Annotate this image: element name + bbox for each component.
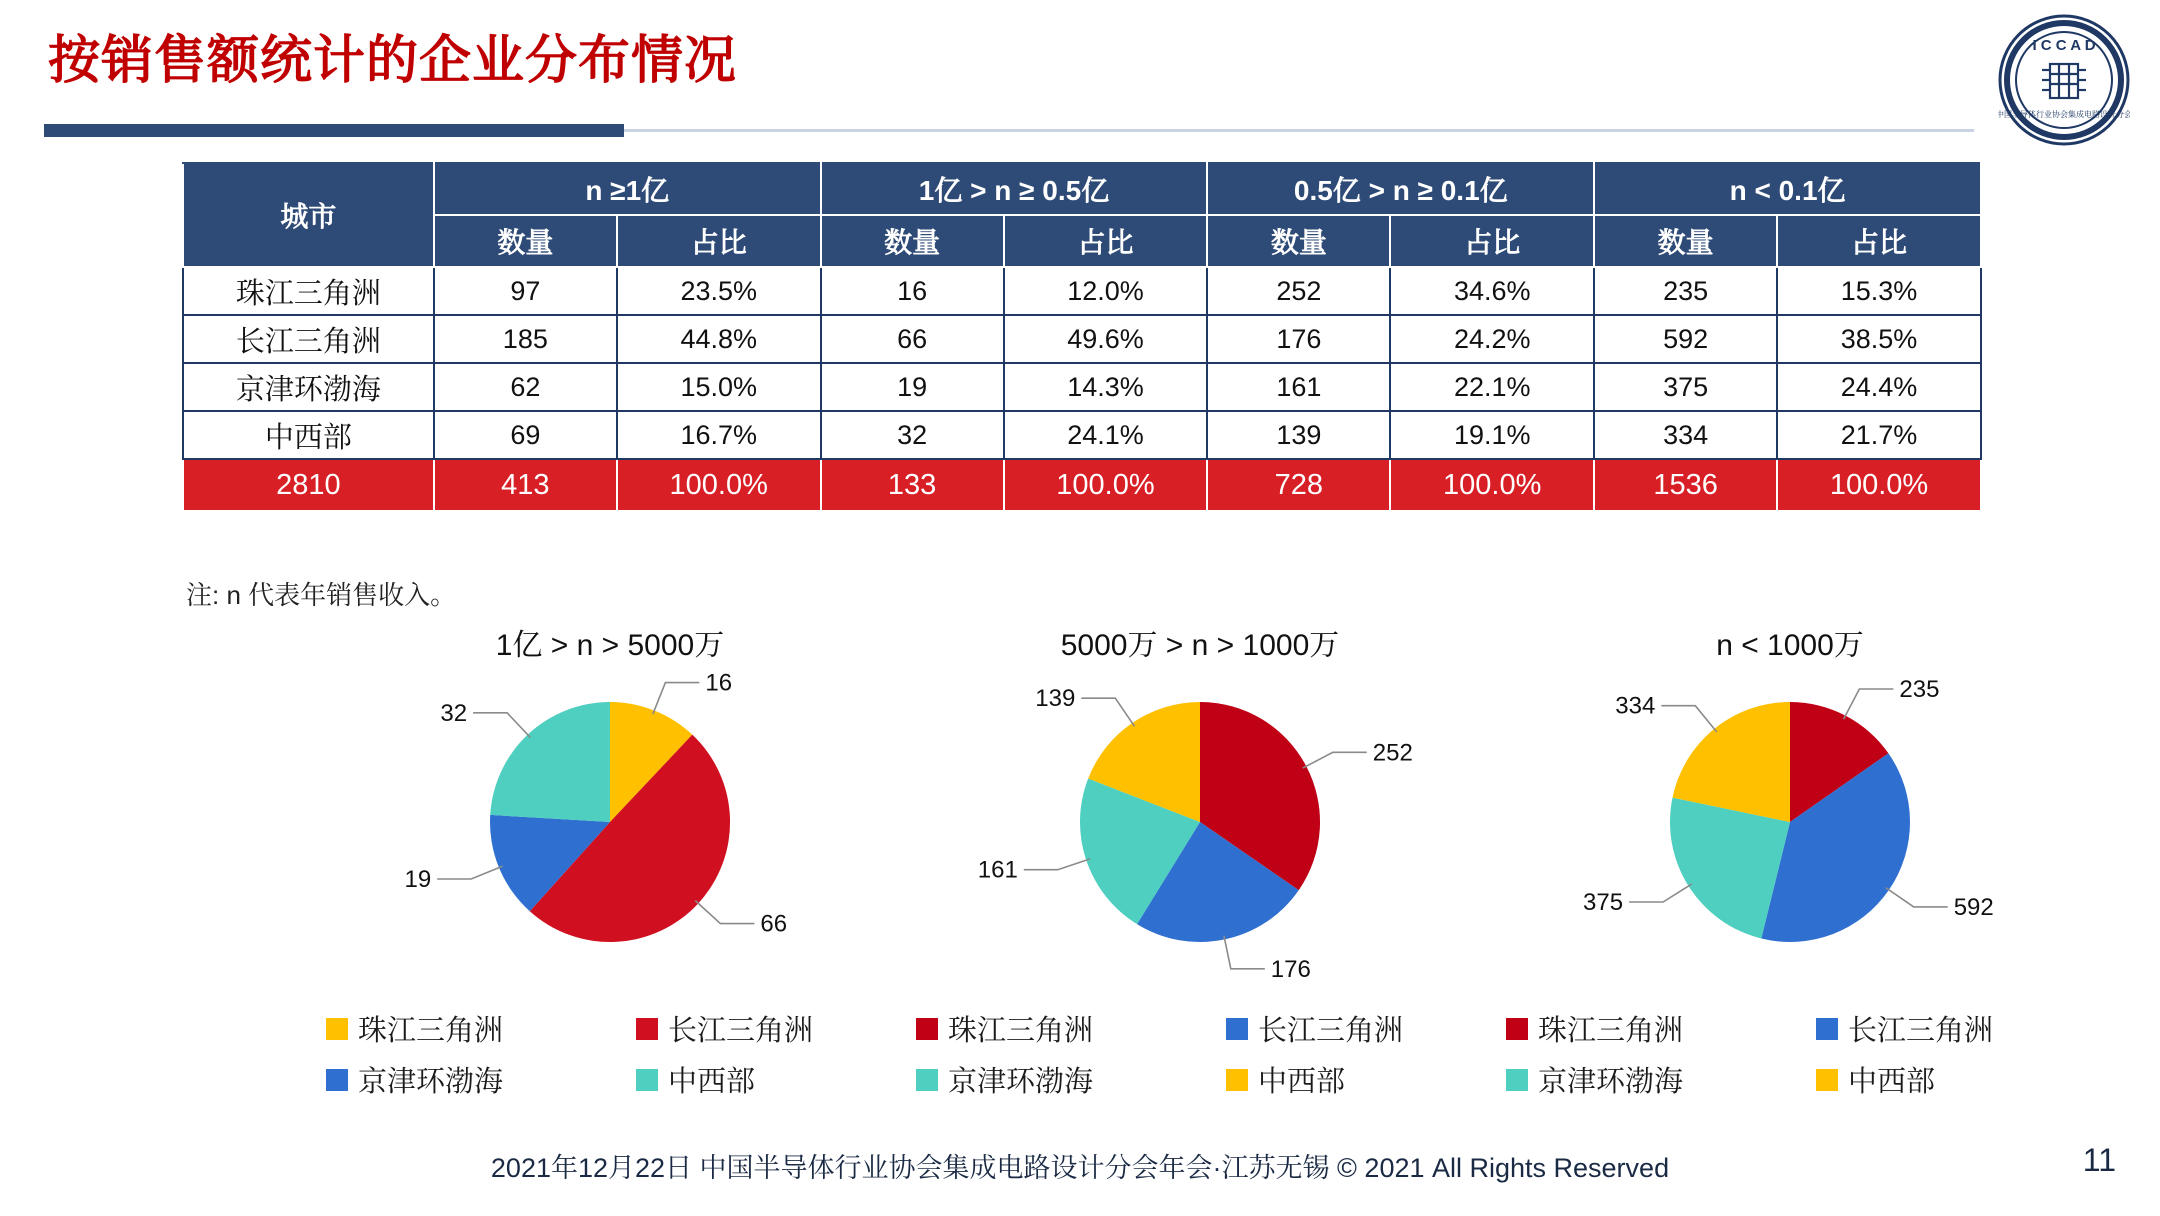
legend-item xyxy=(890,1059,1200,1100)
table-subheader-2-count: 数量 xyxy=(1207,215,1390,267)
legend-item xyxy=(1480,1059,1790,1100)
pie-chart-legend-1 xyxy=(890,1008,1510,1100)
legend-item xyxy=(1790,1059,2100,1100)
pie-leader-line xyxy=(1303,752,1367,768)
legend-label: 中西部 xyxy=(668,1066,756,1098)
pie-chart-title-0: 1亿 > n > 5000万 xyxy=(495,629,725,662)
pie-slice xyxy=(490,702,610,822)
legend-label: 珠江三角洲 xyxy=(358,1015,504,1047)
pie-chart-canvas-2 xyxy=(1480,664,2100,994)
legend-label: 长江三角洲 xyxy=(1848,1015,1994,1047)
table-total-value: 728 xyxy=(1207,459,1390,511)
table-cell-value: 185 xyxy=(434,315,617,363)
pie-slice-label: 161 xyxy=(977,856,1018,884)
pie-leader-line xyxy=(1224,936,1265,969)
pie-leader-line xyxy=(1024,859,1090,870)
pie-chart-legend-0 xyxy=(300,1008,920,1100)
pie-slice-label: 176 xyxy=(1270,955,1311,983)
table-cell-value: 15.3% xyxy=(1777,267,1981,315)
pie-svg xyxy=(890,664,1510,994)
table-cell-city: 中西部 xyxy=(183,411,434,459)
legend-swatch-icon xyxy=(1816,1069,1838,1091)
legend-swatch-icon xyxy=(1226,1018,1248,1040)
table-cell-city: 长江三角洲 xyxy=(183,315,434,363)
pie-slice-label: 592 xyxy=(1953,893,1994,921)
legend-swatch-icon xyxy=(1816,1018,1838,1040)
table-cell-value: 22.1% xyxy=(1390,363,1594,411)
table-subheader-1-share: 占比 xyxy=(1004,215,1208,267)
table-cell-value: 44.8% xyxy=(617,315,821,363)
table-cell-value: 24.4% xyxy=(1777,363,1981,411)
legend-item xyxy=(1200,1008,1510,1049)
table-cell-value: 21.7% xyxy=(1777,411,1981,459)
legend-label: 京津环渤海 xyxy=(358,1066,504,1098)
table-cell-value: 16.7% xyxy=(617,411,821,459)
table-group-header-2: 0.5亿 > n ≥ 0.1亿 xyxy=(1207,163,1594,215)
table-cell-value: 23.5% xyxy=(617,267,821,315)
pie-chart-title-2: n < 1000万 xyxy=(1716,629,1864,662)
table-subheader-2-share: 占比 xyxy=(1390,215,1594,267)
table-cell-value: 592 xyxy=(1594,315,1777,363)
pie-slice-label: 19 xyxy=(404,866,432,893)
table-cell-value: 19 xyxy=(821,363,1004,411)
table-total-value: 100.0% xyxy=(1777,459,1981,511)
distribution-table xyxy=(182,162,1982,512)
table-row xyxy=(183,411,1981,459)
page-number: 11 xyxy=(2082,1142,2116,1178)
svg-text:I C C A D: I C C A D xyxy=(2032,37,2096,54)
iccad-seal-logo-icon xyxy=(1998,14,2130,146)
svg-text:中国半导体行业协会集成电路设计分会: 中国半导体行业协会集成电路设计分会 xyxy=(1998,110,2130,119)
table-cell-value: 375 xyxy=(1594,363,1777,411)
pie-slice-label: 32 xyxy=(440,699,468,727)
table-header-city: 城市 xyxy=(183,163,434,267)
table-cell-value: 252 xyxy=(1207,267,1390,315)
pie-chart-title-1: 5000万 > n > 1000万 xyxy=(1060,629,1340,662)
legend-swatch-icon xyxy=(636,1069,658,1091)
pie-chart-canvas-1 xyxy=(890,664,1510,994)
legend-swatch-icon xyxy=(326,1069,348,1091)
legend-label: 京津环渤海 xyxy=(1538,1066,1684,1098)
table-group-header-3: n < 0.1亿 xyxy=(1594,163,1981,215)
legend-label: 长江三角洲 xyxy=(668,1015,814,1047)
pie-svg xyxy=(300,664,920,994)
pie-leader-line xyxy=(1844,689,1894,719)
table-cell-value: 24.1% xyxy=(1004,411,1208,459)
pie-leader-line xyxy=(1886,888,1948,907)
table-cell-value: 19.1% xyxy=(1390,411,1594,459)
pie-leader-line xyxy=(695,901,754,924)
legend-item xyxy=(610,1008,920,1049)
table-row xyxy=(183,315,1981,363)
footer-text: 2021年12月22日 中国半导体行业协会集成电路设计分会年会·江苏无锡 © 2021 All Rights Reserved xyxy=(490,1153,1670,1183)
pie-slice-label: 16 xyxy=(705,669,733,697)
table-subheader-1-count: 数量 xyxy=(821,215,1004,267)
title-rule-primary xyxy=(44,124,624,137)
table-cell-value: 14.3% xyxy=(1004,363,1208,411)
table-cell-value: 49.6% xyxy=(1004,315,1208,363)
pie-leader-line xyxy=(1629,884,1692,902)
pie-leader-line xyxy=(1661,706,1717,732)
table-total-value: 100.0% xyxy=(617,459,821,511)
legend-item xyxy=(890,1008,1200,1049)
legend-swatch-icon xyxy=(1506,1018,1528,1040)
pie-leader-line xyxy=(653,683,700,715)
legend-swatch-icon xyxy=(916,1069,938,1091)
pie-chart-block-0 xyxy=(300,620,920,1100)
table-subheader-0-count: 数量 xyxy=(434,215,617,267)
table-cell-city: 珠江三角洲 xyxy=(183,267,434,315)
table-cell-value: 176 xyxy=(1207,315,1390,363)
page-title: 按销售额统计的企业分布情况 xyxy=(48,32,738,90)
pie-chart-canvas-0 xyxy=(300,664,920,994)
table-total-value: 133 xyxy=(821,459,1004,511)
table-cell-value: 38.5% xyxy=(1777,315,1981,363)
pie-chart-block-2 xyxy=(1480,620,2100,1100)
legend-label: 珠江三角洲 xyxy=(948,1015,1094,1047)
table-cell-value: 97 xyxy=(434,267,617,315)
table-sub-header-row xyxy=(183,215,1981,267)
table-row xyxy=(183,363,1981,411)
pie-slice-label: 375 xyxy=(1583,889,1624,916)
table-cell-value: 139 xyxy=(1207,411,1390,459)
table-cell-value: 334 xyxy=(1594,411,1777,459)
table-group-header-row xyxy=(183,163,1981,215)
legend-item xyxy=(610,1059,920,1100)
table-total-value: 413 xyxy=(434,459,617,511)
table-cell-city: 京津环渤海 xyxy=(183,363,434,411)
table-cell-value: 15.0% xyxy=(617,363,821,411)
table-cell-value: 32 xyxy=(821,411,1004,459)
legend-label: 长江三角洲 xyxy=(1258,1015,1404,1047)
table-total-label: 2810 xyxy=(183,459,434,511)
legend-label: 珠江三角洲 xyxy=(1538,1015,1684,1047)
table-group-header-1: 1亿 > n ≥ 0.5亿 xyxy=(821,163,1208,215)
legend-swatch-icon xyxy=(1226,1069,1248,1091)
legend-label: 中西部 xyxy=(1258,1066,1346,1098)
table-total-value: 1536 xyxy=(1594,459,1777,511)
pie-chart-legend-2 xyxy=(1480,1008,2100,1100)
pie-slice-label: 252 xyxy=(1372,739,1413,767)
legend-swatch-icon xyxy=(326,1018,348,1040)
legend-item xyxy=(300,1059,610,1100)
pie-slice-label: 334 xyxy=(1615,692,1656,720)
pie-slice-label: 66 xyxy=(760,910,788,938)
table-cell-value: 16 xyxy=(821,267,1004,315)
legend-item xyxy=(300,1008,610,1049)
table-note: 注: n 代表年销售收入。 xyxy=(186,580,457,610)
table-cell-value: 66 xyxy=(821,315,1004,363)
table-cell-value: 69 xyxy=(434,411,617,459)
table-subheader-0-share: 占比 xyxy=(617,215,821,267)
table-total-value: 100.0% xyxy=(1004,459,1208,511)
title-rule-secondary xyxy=(624,129,1974,132)
legend-label: 京津环渤海 xyxy=(948,1066,1094,1098)
pie-leader-line xyxy=(1081,698,1134,726)
table-cell-value: 235 xyxy=(1594,267,1777,315)
table-cell-value: 34.6% xyxy=(1390,267,1594,315)
table-cell-value: 62 xyxy=(434,363,617,411)
table-group-header-0: n ≥1亿 xyxy=(434,163,821,215)
pie-slice-label: 139 xyxy=(1035,685,1076,713)
pie-chart-block-1 xyxy=(890,620,1510,1100)
legend-label: 中西部 xyxy=(1848,1066,1936,1098)
pie-slice-label: 235 xyxy=(1899,676,1940,703)
pie-svg xyxy=(1480,664,2100,994)
legend-item xyxy=(1790,1008,2100,1049)
pie-leader-line xyxy=(437,866,503,879)
legend-item xyxy=(1480,1008,1790,1049)
table-cell-value: 12.0% xyxy=(1004,267,1208,315)
table-total-value: 100.0% xyxy=(1390,459,1594,511)
table-row xyxy=(183,267,1981,315)
table-cell-value: 24.2% xyxy=(1390,315,1594,363)
legend-swatch-icon xyxy=(636,1018,658,1040)
legend-swatch-icon xyxy=(1506,1069,1528,1091)
table-subheader-3-share: 占比 xyxy=(1777,215,1981,267)
table-total-row xyxy=(183,459,1981,511)
pie-leader-line xyxy=(473,713,530,738)
table-subheader-3-count: 数量 xyxy=(1594,215,1777,267)
legend-swatch-icon xyxy=(916,1018,938,1040)
table-cell-value: 161 xyxy=(1207,363,1390,411)
legend-item xyxy=(1200,1059,1510,1100)
